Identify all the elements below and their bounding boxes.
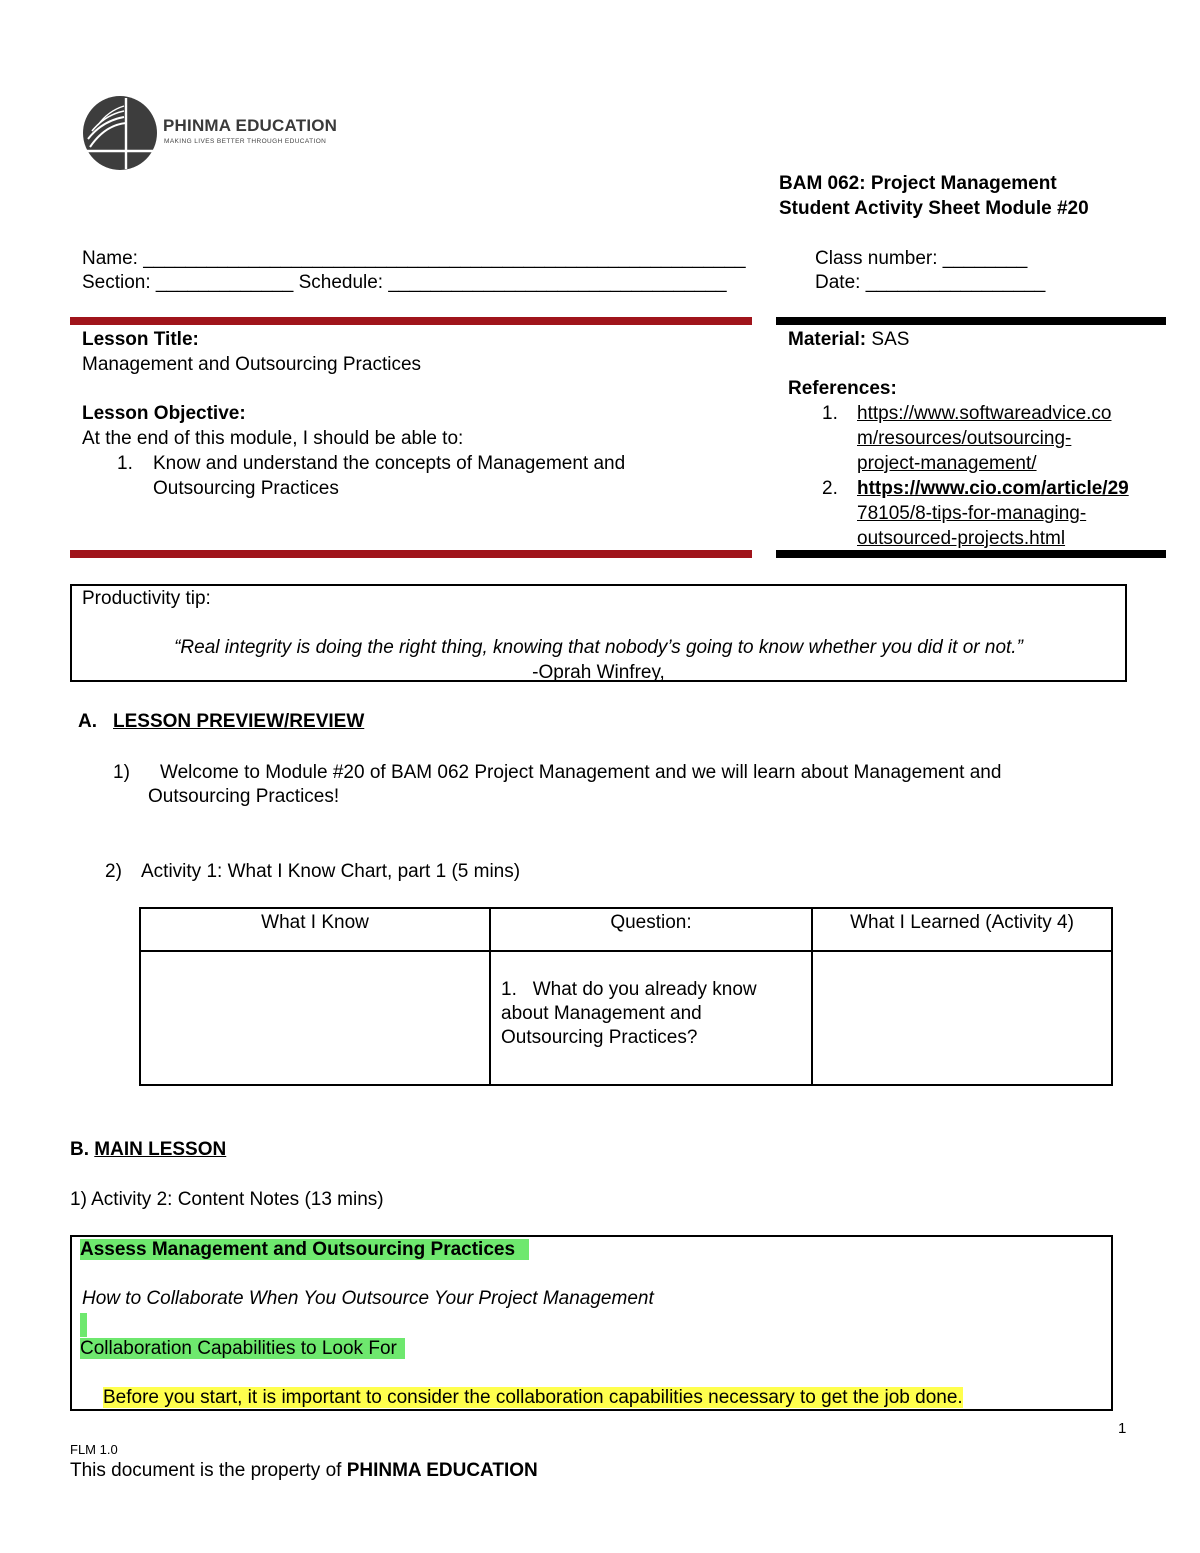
logo-name: PHINMA EDUCATION bbox=[163, 116, 338, 135]
reference-1-line-1[interactable]: https://www.softwareadvice.co bbox=[857, 403, 1112, 424]
lesson-title: Management and Outsourcing Practices bbox=[82, 354, 422, 375]
what-i-know-cell[interactable] bbox=[140, 951, 490, 1085]
page-number: 1 bbox=[1118, 1420, 1127, 1437]
question-line-1: What do you already know bbox=[532, 979, 757, 1000]
question-line-3: Outsourcing Practices? bbox=[501, 1027, 698, 1048]
reference-1-wrap-2 bbox=[857, 452, 1037, 476]
material-rule-bottom bbox=[776, 550, 1166, 558]
what-i-know-chart bbox=[139, 907, 1113, 1086]
lesson-title-label: Lesson Title: bbox=[82, 329, 199, 350]
footer-property bbox=[70, 1459, 538, 1483]
section-schedule-field[interactable]: Section: _____________ Schedule: ________________________________ bbox=[82, 272, 727, 293]
section-a-letter: A. bbox=[78, 711, 97, 732]
reference-2-wrap-2 bbox=[857, 527, 1065, 551]
notes-before-text: Before you start, it is important to consider the collaboration capabilities necessary to get the job done. bbox=[103, 1387, 963, 1408]
item-2-number: 2) bbox=[105, 861, 122, 882]
logo-tagline: MAKING LIVES BETTER THROUGH EDUCATION bbox=[164, 138, 327, 145]
lesson-rule-top bbox=[70, 317, 752, 325]
material-value: SAS bbox=[866, 329, 910, 350]
notes-heading bbox=[80, 1238, 529, 1262]
col-question: Question: bbox=[490, 908, 812, 951]
chart-header-row bbox=[140, 908, 1112, 951]
date-field[interactable]: Date: _________________ bbox=[815, 272, 1046, 293]
reference-1-link[interactable] bbox=[857, 402, 1112, 426]
footer-property-owner: PHINMA EDUCATION bbox=[346, 1460, 538, 1481]
references-label: References: bbox=[788, 378, 897, 399]
lesson-objective-label: Lesson Objective: bbox=[82, 403, 246, 424]
section-b-letter: B. bbox=[70, 1139, 89, 1160]
objective-number: 1. bbox=[117, 453, 133, 474]
class-number-field[interactable]: Class number: ________ bbox=[815, 248, 1028, 269]
item-1-line-2: Outsourcing Practices! bbox=[148, 786, 340, 807]
productivity-tip-author: -Oprah Winfrey, bbox=[532, 662, 665, 683]
reference-1-number: 1. bbox=[822, 403, 838, 424]
objective-line-2: Outsourcing Practices bbox=[153, 478, 339, 499]
chart-body-row bbox=[140, 951, 1112, 1085]
material-rule-top bbox=[776, 317, 1166, 325]
what-i-learned-cell[interactable] bbox=[812, 951, 1112, 1085]
notes-capabilities-text: Collaboration Capabilities to Look For bbox=[80, 1338, 405, 1359]
name-field[interactable]: Name: _________________________________________________________ bbox=[82, 248, 746, 269]
question-number: 1. bbox=[501, 979, 517, 1000]
section-a-title: LESSON PREVIEW/REVIEW bbox=[113, 711, 365, 732]
section-b-title: MAIN LESSON bbox=[94, 1139, 227, 1160]
reference-1-wrap-1 bbox=[857, 427, 1071, 451]
productivity-tip-quote: “Real integrity is doing the right thing, knowing that nobody’s going to know whether you did it or not.” bbox=[174, 637, 1023, 658]
col-what-i-know: What I Know bbox=[140, 908, 490, 951]
material-label: Material: bbox=[788, 329, 867, 350]
notes-heading-text: Assess Management and Outsourcing Practices bbox=[80, 1239, 529, 1260]
notes-capabilities bbox=[80, 1337, 405, 1361]
section-b bbox=[70, 1138, 226, 1162]
col-what-i-learned: What I Learned (Activity 4) bbox=[812, 908, 1112, 951]
green-highlight-mark bbox=[80, 1313, 87, 1337]
reference-1-line-2[interactable]: m/resources/outsourcing- bbox=[857, 428, 1072, 449]
reference-2-number: 2. bbox=[822, 478, 838, 499]
activity-2-title: 1) Activity 2: Content Notes (13 mins) bbox=[70, 1189, 384, 1210]
phinma-logo-icon bbox=[80, 95, 170, 175]
objective-line-1: Know and understand the concepts of Management and bbox=[153, 453, 626, 474]
question-cell bbox=[490, 951, 812, 1085]
notes-subheading: How to Collaborate When You Outsource Your Project Management bbox=[82, 1288, 654, 1309]
notes-before bbox=[103, 1386, 963, 1410]
course-title: BAM 062: Project Management bbox=[779, 173, 1057, 194]
reference-1-line-3[interactable]: project-management/ bbox=[857, 453, 1037, 474]
item-1-number: 1) bbox=[113, 762, 130, 783]
reference-2-line-3[interactable]: outsourced-projects.html bbox=[857, 528, 1066, 549]
question-line-1-wrap bbox=[501, 978, 803, 1002]
footer-flm: FLM 1.0 bbox=[70, 1442, 118, 1457]
reference-2-wrap-1 bbox=[857, 502, 1086, 526]
lesson-objective-intro: At the end of this module, I should be able to: bbox=[82, 428, 464, 449]
item-1-line-1: Welcome to Module #20 of BAM 062 Project Management and we will learn about Management and bbox=[160, 762, 1002, 783]
reference-2-line-2[interactable]: 78105/8-tips-for-managing- bbox=[857, 503, 1087, 524]
footer-property-prefix: This document is the property of bbox=[70, 1460, 347, 1481]
sheet-title: Student Activity Sheet Module #20 bbox=[779, 198, 1089, 219]
material bbox=[788, 328, 909, 352]
reference-2-link[interactable] bbox=[857, 477, 1129, 501]
reference-2-line-1[interactable]: https://www.cio.com/article/29 bbox=[857, 478, 1129, 499]
question-line-2: about Management and bbox=[501, 1003, 702, 1024]
lesson-rule-bottom bbox=[70, 550, 752, 558]
item-2-text: Activity 1: What I Know Chart, part 1 (5 mins) bbox=[141, 861, 521, 882]
productivity-tip-label: Productivity tip: bbox=[82, 588, 211, 609]
